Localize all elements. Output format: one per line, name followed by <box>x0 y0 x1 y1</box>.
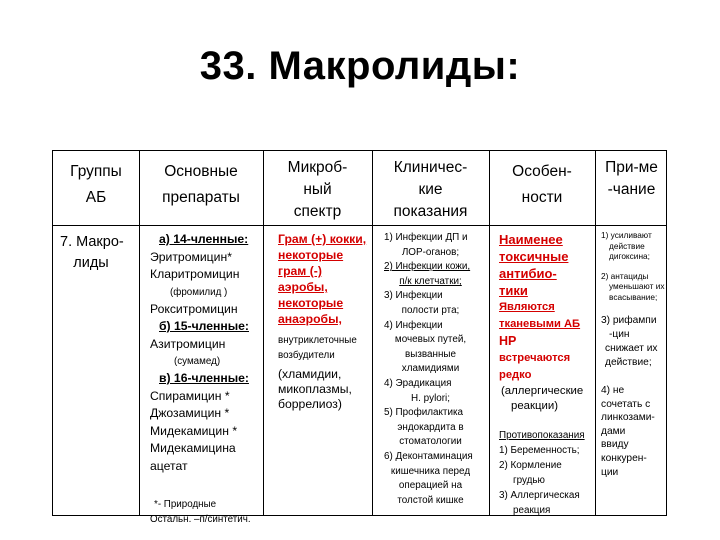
indication-line: 4) Эрадикация <box>384 377 452 389</box>
feature-text: встречаются <box>499 352 571 364</box>
indication-line: операцией на <box>398 480 463 492</box>
spectrum-highlight <box>278 231 371 327</box>
header-text: ный <box>303 181 332 198</box>
header-text: Особен- <box>512 163 572 180</box>
note-text: 1) усиливают <box>601 230 652 240</box>
spectrum-cell <box>278 231 371 412</box>
drug-item: Рокситромицин <box>150 301 238 316</box>
feature-text: антибио- <box>499 266 557 281</box>
indication-line: п/к клетчатки; <box>399 275 462 287</box>
feature-text: редко <box>499 369 532 381</box>
group-cell <box>60 232 138 274</box>
feature-text: Наименее <box>499 232 563 247</box>
indication-line: 5) Профилактика <box>384 407 464 419</box>
note-text: действие; <box>605 357 652 368</box>
note-rifampicin <box>601 314 667 370</box>
note-antacids <box>601 271 667 303</box>
drug-item: Кларитромицин <box>150 267 240 281</box>
header-text: Основные <box>164 163 238 180</box>
spectrum-text: (хламидии, <box>278 367 342 381</box>
contraindications-heading: Противопоказания <box>499 430 585 441</box>
features-allergy <box>499 384 595 414</box>
features-tissue <box>499 299 595 384</box>
header-groups <box>53 161 139 209</box>
feature-text: тканевыми АБ <box>499 318 581 330</box>
page-title: 33. Макролиды: <box>199 44 521 88</box>
note-lincosamides <box>601 384 667 479</box>
note-text: ввиду <box>601 439 629 451</box>
indication-line: 6) Деконтаминация <box>384 450 473 462</box>
note-text: дами <box>601 425 626 437</box>
drug-item: Эритромицин* <box>150 249 232 264</box>
footnote: Остальн. –п/синтетич. <box>150 514 251 525</box>
note-text: ции <box>601 466 619 478</box>
feature-text: токсичные <box>499 249 569 264</box>
contraindication-line: 2) Кормление <box>499 460 562 471</box>
spectrum-intracellular <box>278 333 371 363</box>
spectrum-text: Грам (+) кокки, <box>278 232 367 246</box>
spectrum-text: аэробы, <box>278 280 328 294</box>
feature-text: НР <box>499 334 517 348</box>
drug-brand: (фромилид ) <box>170 286 228 298</box>
contraindication-line: реакция <box>513 505 551 516</box>
notes-cell <box>601 230 667 479</box>
group-name: 7. Макро- <box>60 234 124 250</box>
indication-line: мочевых путей, <box>394 334 467 346</box>
header-text: показания <box>393 203 468 220</box>
drug-item: ацетат <box>150 458 188 473</box>
header-text: Группы <box>70 163 122 180</box>
drug-item: Мидекамицина <box>150 441 236 455</box>
header-divider <box>53 225 666 226</box>
note-text: 4) не <box>601 385 625 396</box>
contraindications <box>499 428 595 518</box>
indication-line: вызванные <box>405 348 456 360</box>
features-cell <box>499 231 595 518</box>
note-text: 2) антациды <box>601 270 649 281</box>
features-highlight <box>499 231 595 299</box>
note-text: -цин <box>609 329 630 340</box>
spectrum-text: анаэробы, <box>278 312 342 326</box>
spectrum-pathogens <box>278 367 371 412</box>
contraindication-line: грудью <box>513 475 545 486</box>
header-text: препараты <box>162 189 240 206</box>
indication-line: хламидиями <box>401 363 460 375</box>
note-text: дигоксина; <box>609 251 650 261</box>
note-text: сочетать с <box>601 398 651 410</box>
spectrum-text: некоторые <box>278 248 344 262</box>
indication-line: полости рта; <box>401 304 460 316</box>
note-text: снижает их <box>605 343 658 354</box>
header-indications <box>372 157 489 223</box>
spectrum-text: грам (-) <box>278 264 322 278</box>
drug-item: Мидекамицин * <box>150 423 238 438</box>
note-text: 3) рифампи <box>601 315 657 326</box>
feature-text: (аллергические <box>501 385 584 397</box>
header-text: При-ме <box>605 159 658 176</box>
header-notes <box>595 157 668 201</box>
indication-line: 4) Инфекции <box>384 319 443 331</box>
drug-item: Спирамицин * <box>150 388 230 403</box>
indication-line: H. pylori; <box>411 392 450 404</box>
header-text: АБ <box>85 189 107 206</box>
group-name: лиды <box>73 255 109 271</box>
indication-line: ЛОР-оганов; <box>401 246 460 258</box>
feature-text: тики <box>499 283 528 298</box>
header-text: спектр <box>293 203 342 220</box>
header-text: Микроб- <box>287 159 348 176</box>
drug-subgroup-heading: б) 15-членные: <box>159 319 249 333</box>
header-text: кие <box>418 181 443 198</box>
drug-subgroup-heading: а) 14-членные: <box>159 232 249 246</box>
header-features <box>489 161 595 209</box>
header-text: -чание <box>607 181 656 198</box>
note-digoxin <box>601 230 667 262</box>
drug-item: Азитромицин <box>150 336 226 351</box>
drug-brand: (сумамед) <box>174 356 221 367</box>
note-text: действие <box>609 240 645 251</box>
contraindication-line: 3) Аллергическая <box>499 490 580 501</box>
drug-item: Джозамицин * <box>150 406 230 420</box>
spectrum-text: боррелиоз) <box>278 397 342 411</box>
indication-line: эндокардита в <box>397 421 464 433</box>
indication-line: 1) Инфекции ДП и <box>384 232 468 243</box>
note-text: всасывание; <box>609 291 658 302</box>
indication-line: кишечника перед <box>390 465 471 477</box>
footnote: *- Природные <box>154 499 217 510</box>
header-spectrum <box>263 157 372 223</box>
contraindication-line: 1) Беременность; <box>499 445 580 456</box>
note-text: конкурен- <box>601 452 647 464</box>
spectrum-text: возбудители <box>278 350 335 361</box>
spectrum-text: внутриклеточные <box>278 335 357 346</box>
note-text: уменьшают их <box>609 281 665 291</box>
drug-subgroup-heading: в) 16-членные: <box>159 371 249 385</box>
note-text: линкозами- <box>601 412 655 424</box>
feature-text: Являются <box>499 301 555 313</box>
header-text: Клиничес- <box>393 159 468 176</box>
indication-line: стоматологии <box>399 436 462 448</box>
spectrum-text: некоторые <box>278 296 344 310</box>
header-drugs <box>139 161 263 209</box>
indication-line: 2) Инфекции кожи, <box>384 261 471 273</box>
indication-line: 3) Инфекции <box>384 290 443 302</box>
drugs-cell <box>150 231 262 527</box>
macrolides-table <box>52 150 667 525</box>
spectrum-text: микоплазмы, <box>278 382 352 396</box>
header-text: ности <box>521 189 563 206</box>
indications-cell <box>372 231 489 508</box>
indication-line: толстой кишке <box>397 494 464 506</box>
feature-text: реакции) <box>511 400 559 412</box>
column-divider <box>595 151 596 515</box>
